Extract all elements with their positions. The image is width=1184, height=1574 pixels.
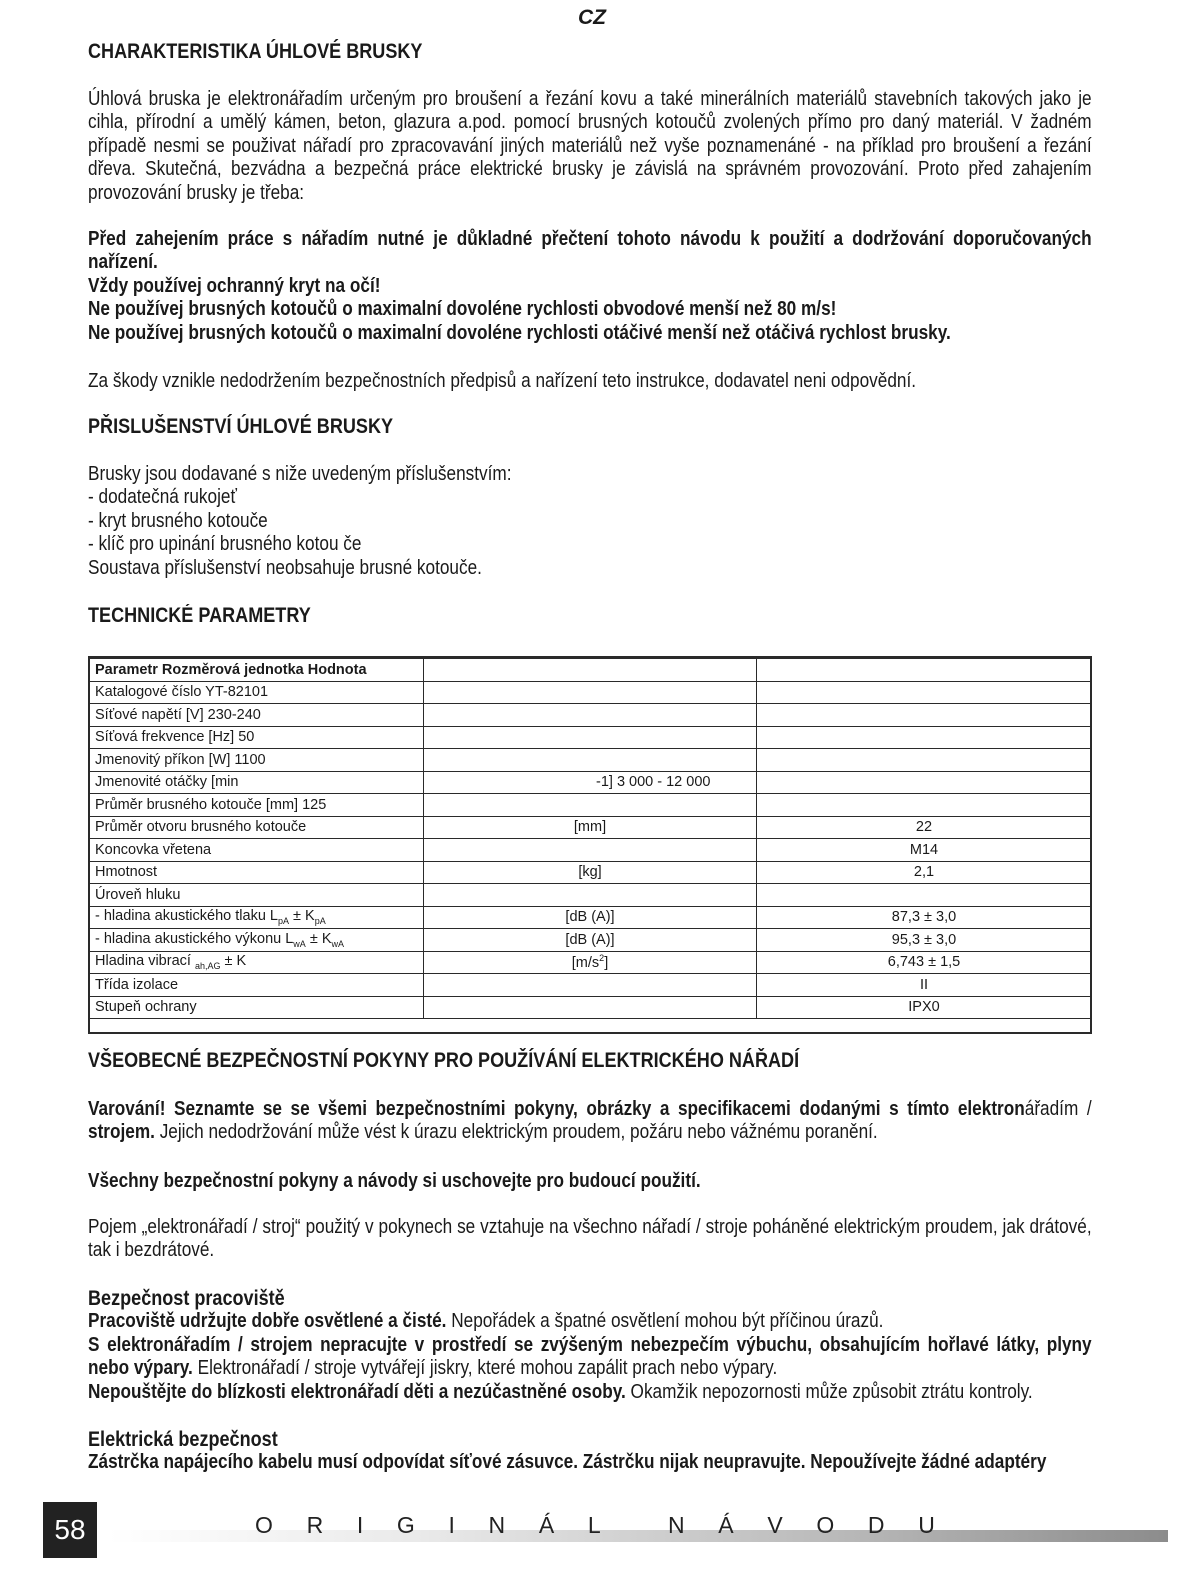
electrical-safety [88, 1428, 1092, 1475]
value-cell: 95,3 ± 3,0 [757, 929, 1092, 952]
electrical-safety-title: Elektrická bezpečnost [88, 1428, 278, 1451]
unit-cell [424, 659, 757, 682]
section-general-safety [88, 1049, 1092, 1073]
term-definition-text: Pojem „elektronářadí / stroj“ použitý v pokynech se vztahuje na všechno nářadí / stroje poháněné elektrickým proudem, jak drátové, tak i bezdrátové. [88, 1216, 1092, 1262]
characteristics-body [88, 88, 1092, 205]
parameter-cell: Síťová frekvence [Hz] 50 [89, 726, 424, 749]
warning-bold: Varování! Seznamte se se všemi bezpečnostními pokyny, obrázky a specifikacemi dodanými s tímto elektron [88, 1098, 1025, 1120]
footer-original-manual [255, 1512, 935, 1539]
workplace-safety [88, 1287, 1092, 1404]
table-row [89, 906, 1092, 929]
warning-read-manual: Před zahejením práce s nářadím nutné je důkladné přečtení tohoto návodu k použití a dodržování doporučovaných nařízení. [88, 228, 1092, 274]
section-characteristics [88, 40, 1092, 64]
value-cell: M14 [757, 839, 1092, 862]
value-cell [757, 659, 1092, 682]
unit-cell [424, 681, 757, 704]
table-row [89, 794, 1092, 817]
value-cell [757, 704, 1092, 727]
warning-eye-protection: Vždy používej ochranný kryt na očí! [88, 274, 381, 297]
value-cell [757, 681, 1092, 704]
footer-letter: I [356, 1512, 364, 1538]
unit-cell [424, 839, 757, 862]
value-cell [757, 726, 1092, 749]
unit-cell [424, 726, 757, 749]
table-row [89, 726, 1092, 749]
unit-cell [424, 996, 757, 1019]
workplace-rule-2 [88, 1334, 1092, 1381]
section-title-technical: TECHNICKÉ PARAMETRY [88, 604, 311, 627]
warning-peripheral-speed: Ne používej brusných kotoučů o maximalní dovoléne rychlosti obvodové menší než 80 m/s! [88, 298, 837, 321]
unit-cell [424, 884, 757, 907]
unit-cell [424, 704, 757, 727]
value-cell: 87,3 ± 3,0 [757, 906, 1092, 929]
footer-letter: O [255, 1512, 273, 1538]
table-row [89, 951, 1092, 974]
keep-instructions-text: Všechny bezpečnostní pokyny a návody si uschovejte pro budoucí použití. [88, 1170, 701, 1192]
value-cell: II [757, 974, 1092, 997]
table-row [89, 749, 1092, 772]
parameter-cell: Průměr brusného kotouče [mm] 125 [89, 794, 424, 817]
parameter-cell: Síťové napětí [V] 230-240 [89, 704, 424, 727]
table-row [89, 771, 1092, 794]
accessories-note: Soustava příslušenství neobsahuje brusné kotouče. [88, 556, 482, 579]
footer-letter: D [867, 1512, 885, 1538]
unit-cell: [dB (A)] [424, 906, 757, 929]
value-cell [757, 794, 1092, 817]
section-title-accessories: PŘISLUŠENSTVÍ ÚHLOVÉ BRUSKY [88, 415, 394, 438]
accessories-intro: Brusky jsou dodavané s niže uvedeným příslušenstvím: [88, 463, 512, 485]
value-cell [757, 771, 1092, 794]
parameter-cell: Koncovka vřetena [89, 839, 424, 862]
unit-cell: $[m/s^2]$ [424, 951, 757, 974]
parameter-cell: Hladina vibrací $_{ah,AG}$ ± K [89, 951, 424, 974]
footer-letter: R [306, 1512, 324, 1538]
section-accessories [88, 415, 1092, 439]
unit-cell: [kg] [424, 861, 757, 884]
warning-paragraph [88, 1098, 1092, 1145]
parameter-cell: Katalogové číslo YT-82101 [89, 681, 424, 704]
footer-letter: G [396, 1512, 415, 1538]
technical-parameters-table [88, 658, 1092, 1019]
unit-cell [424, 794, 757, 817]
accessory-item: - klíč pro upinání brusného kotou če [88, 533, 362, 556]
term-definition [88, 1216, 1092, 1263]
footer-letter: Á [718, 1512, 734, 1538]
parameter-cell: Průměr otvoru brusného kotouče [89, 816, 424, 839]
accessory-item: - kryt brusného kotouče [88, 509, 268, 532]
table-row [89, 974, 1092, 997]
workplace-rule-3-bold: Nepouštějte do blízkosti elektronářadí děti a nezúčastněné osoby. [88, 1380, 626, 1403]
workplace-rule-3-text: Okamžik nepozornosti může způsobit ztrátu kontroly. [625, 1380, 1033, 1403]
parameter-cell: Jmenovité otáčky [min [89, 771, 424, 794]
liability-text: Za škody vznikle nedodržením bezpečnostních předpisů a nařízení teto instrukce, dodavatel neni odpovědní. [88, 370, 917, 392]
unit-cell: -1] 3 000 - 12 000 [424, 771, 757, 794]
workplace-rule-2-bold: S elektronářadím / strojem nepracujte v prostředí se zvýšeným nebezpečím výbuchu, obsahujícím hořlavé látky, plyny nebo výpary. [88, 1333, 1092, 1380]
safety-warnings [88, 228, 1092, 345]
unit-cell: [dB (A)] [424, 929, 757, 952]
value-cell [757, 884, 1092, 907]
footer-letter: I [448, 1512, 455, 1538]
footer-letter: V [767, 1512, 783, 1538]
warning-rest: Jejich nedodržování může vést k úrazu elektrickým proudem, požáru nebo vážnému poranění. [154, 1121, 878, 1144]
table-row [89, 861, 1092, 884]
table-row [89, 884, 1092, 907]
workplace-rule-1-text: Nepořádek a špatné osvětlení mohou být příčinou úrazů. [446, 1310, 884, 1333]
unit-cell [424, 974, 757, 997]
table-row [89, 816, 1092, 839]
parameter-cell: Jmenovitý příkon [W] 1100 [89, 749, 424, 772]
unit-cell [424, 749, 757, 772]
workplace-safety-title: Bezpečnost pracoviště [88, 1287, 285, 1310]
unit-cell: [mm] [424, 816, 757, 839]
table-row [89, 996, 1092, 1019]
workplace-rule-3 [88, 1381, 1092, 1404]
section-technical [88, 604, 1092, 628]
value-cell: IPX0 [757, 996, 1092, 1019]
parameter-cell: - hladina akustického výkonu $L_{wA} \pm K_{wA}$ [89, 929, 424, 952]
electrical-rule-1: Zástrčka napájecího kabelu musí odpovídat síťové zásuvce. Zástrčku nijak neupravujte. Nepoužívejte žádné adaptéry [88, 1451, 1047, 1474]
language-code: CZ [578, 6, 606, 29]
footer-letter: Á [538, 1512, 555, 1538]
liability-note [88, 370, 1092, 393]
parameter-cell: Stupeň ochrany [89, 996, 424, 1019]
parameter-cell: - hladina akustického tlaku $L_{pA} \pm K_{pA}$ [89, 906, 424, 929]
section-title-characteristics: CHARAKTERISTIKA ÚHLOVÉ BRUSKY [88, 40, 423, 63]
warning-bold-2: strojem. [88, 1121, 155, 1144]
value-cell: 2,1 [757, 861, 1092, 884]
table-row [89, 659, 1092, 682]
table-row [89, 929, 1092, 952]
table-row [89, 839, 1092, 862]
warning-normal: ářadím / [1024, 1098, 1092, 1120]
page-number: 58 [43, 1502, 97, 1558]
footer-letter: N [488, 1512, 506, 1538]
accessory-item: - dodatečná rukojeť [88, 486, 237, 509]
footer-letter: O [816, 1512, 835, 1538]
parameter-cell: Hmotnost [89, 861, 424, 884]
parameter-cell: Třída izolace [89, 974, 424, 997]
value-cell [757, 749, 1092, 772]
characteristics-paragraph: Úhlová bruska je elektronářadím určeným pro broušení a řezání kovu a také minerálních materiálů stavebních takových jako je cihla, přírodní a umělý kámen, beton, glazura a.pod. pomocí brusných kotoučů zvolených přímo pro daný materiál. V žadném případě nesmi se použivat nářadí pro zpracovavání jiných materiálů než vyše poznamenáné - na příklad pro broušení a řezání dřeva. Skutečná, bezvádna a bezpečná práce elektrické brusky je závislá na správném provozování. Proto před zahajením provozování brusky je třeba: [88, 88, 1092, 204]
table-row [89, 704, 1092, 727]
section-title-general-safety: VŠEOBECNÉ BEZPEČNOSTNÍ POKYNY PRO POUŽÍVÁNÍ ELEKTRICKÉHO NÁŘADÍ [88, 1049, 800, 1072]
footer-letter: U [918, 1512, 935, 1538]
workplace-rule-1 [88, 1310, 1092, 1333]
value-cell: 22 [757, 816, 1092, 839]
footer-letter: L [587, 1512, 601, 1538]
footer-letter: N [668, 1512, 685, 1538]
keep-instructions [88, 1170, 1092, 1193]
workplace-rule-2-text: Elektronářadí / stroje vytvářejí jiskry, které mohou zapálit prach nebo výpary. [192, 1357, 778, 1380]
value-cell: 6,743 ± 1,5 [757, 951, 1092, 974]
table-row [89, 681, 1092, 704]
parameter-cell: Parametr Rozměrová jednotka Hodnota [89, 659, 424, 682]
warning-text [88, 1098, 1092, 1145]
accessories-list [88, 463, 1092, 580]
workplace-rule-1-bold: Pracoviště udržujte dobře osvětlené a čisté. [88, 1310, 447, 1333]
parameter-cell: Úroveň hluku [89, 884, 424, 907]
warning-rotational-speed: Ne používej brusných kotoučů o maximalní dovoléne rychlosti otáčivé menší než otáčivá rychlost brusky. [88, 321, 951, 344]
